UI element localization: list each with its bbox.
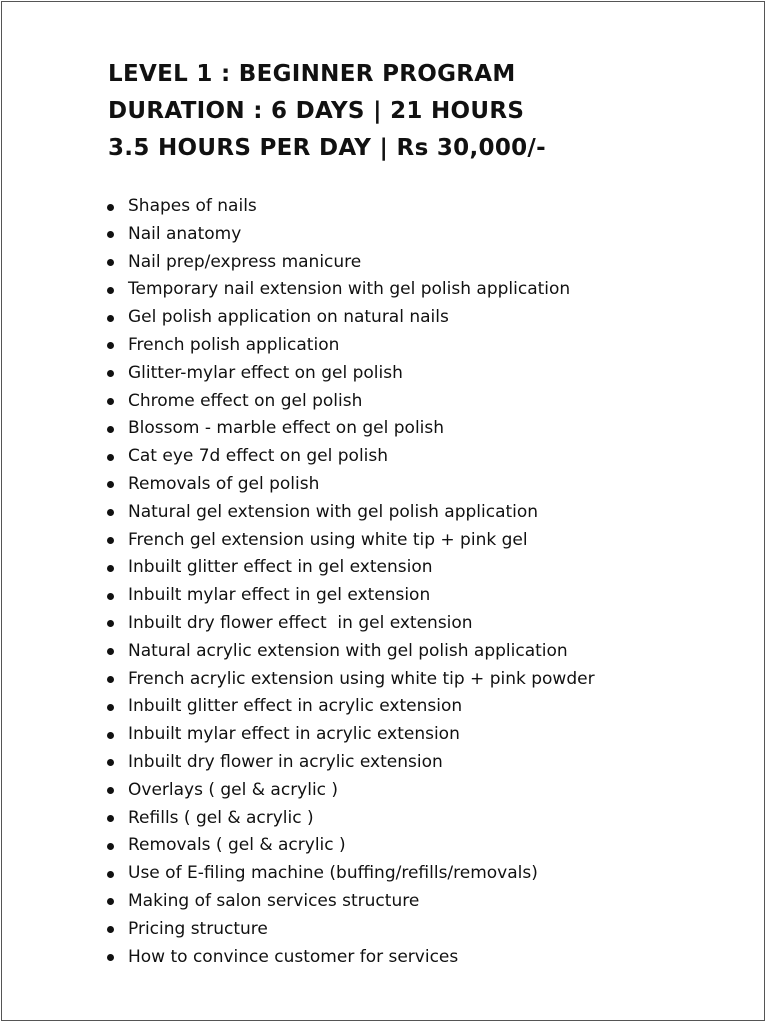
list-item-text: Removals of gel polish bbox=[128, 473, 320, 494]
bullet-icon bbox=[107, 537, 114, 544]
list-item bbox=[106, 638, 595, 666]
list-item bbox=[106, 832, 595, 860]
list-item-text: Nail anatomy bbox=[128, 223, 242, 244]
list-item-text: Inbuilt glitter effect in gel extension bbox=[128, 557, 433, 578]
list-item-text: Inbuilt dry flower in acrylic extension bbox=[128, 751, 443, 772]
list-item-text: Natural acrylic extension with gel polish application bbox=[128, 640, 568, 661]
bullet-icon bbox=[107, 926, 114, 933]
list-item bbox=[106, 860, 595, 888]
list-item-text: Shapes of nails bbox=[128, 196, 257, 216]
list-item bbox=[106, 666, 595, 694]
list-item-text: Glitter-mylar effect on gel polish bbox=[128, 362, 403, 383]
list-item bbox=[106, 693, 595, 721]
bullet-icon bbox=[107, 593, 114, 600]
list-item bbox=[106, 249, 595, 277]
list-item bbox=[106, 721, 595, 749]
list-item-text: French polish application bbox=[128, 334, 340, 355]
list-item-text: Removals ( gel & acrylic ) bbox=[128, 835, 346, 856]
program-hours-and-price: 3.5 HOURS PER DAY | Rs 30,000/- bbox=[108, 135, 546, 161]
list-item-text: Blossom - marble effect on gel polish bbox=[128, 418, 445, 439]
bullet-icon bbox=[107, 704, 114, 711]
bullet-icon bbox=[107, 398, 114, 405]
bullet-icon bbox=[107, 315, 114, 322]
list-item-text: French gel extension using white tip + pink gel bbox=[128, 529, 528, 550]
bullet-icon bbox=[107, 204, 114, 211]
list-item-text: Use of E-filing machine (buffing/refills/removals) bbox=[128, 863, 538, 884]
list-item bbox=[106, 304, 595, 332]
list-item-text: Refills ( gel & acrylic ) bbox=[128, 807, 314, 828]
list-item bbox=[106, 193, 595, 221]
bullet-icon bbox=[107, 231, 114, 238]
list-item-text: French acrylic extension using white tip + pink powder bbox=[128, 668, 595, 689]
list-item-text: How to convince customer for services bbox=[128, 946, 459, 967]
list-item bbox=[106, 471, 595, 499]
bullet-icon bbox=[107, 676, 114, 683]
list-item bbox=[106, 221, 595, 249]
list-item-text: Overlays ( gel & acrylic ) bbox=[128, 779, 339, 800]
bullet-icon bbox=[107, 732, 114, 739]
list-item-text: Temporary nail extension with gel polish application bbox=[128, 279, 571, 300]
bullet-icon bbox=[107, 565, 114, 572]
bullet-icon bbox=[107, 509, 114, 516]
list-item bbox=[106, 388, 595, 416]
list-item-text: Cat eye 7d effect on gel polish bbox=[128, 446, 389, 467]
list-item bbox=[106, 499, 595, 527]
list-item-text: Gel polish application on natural nails bbox=[128, 307, 449, 328]
list-item-text: Inbuilt mylar effect in gel extension bbox=[128, 585, 431, 606]
bullet-icon bbox=[107, 481, 114, 488]
program-level-title: LEVEL 1 : BEGINNER PROGRAM bbox=[108, 61, 516, 87]
bullet-icon bbox=[107, 843, 114, 850]
list-item bbox=[106, 443, 595, 471]
bullet-icon bbox=[107, 759, 114, 766]
list-item bbox=[106, 805, 595, 833]
list-item bbox=[106, 582, 595, 610]
list-item-text: Pricing structure bbox=[128, 918, 268, 939]
bullet-icon bbox=[107, 815, 114, 822]
list-item-text: Natural gel extension with gel polish application bbox=[128, 501, 539, 522]
bullet-icon bbox=[107, 898, 114, 905]
program-duration: DURATION : 6 DAYS | 21 HOURS bbox=[108, 98, 525, 124]
bullet-icon bbox=[107, 426, 114, 433]
list-item-text: Inbuilt dry flower effect in gel extension bbox=[128, 612, 473, 633]
bullet-icon bbox=[107, 871, 114, 878]
list-item bbox=[106, 916, 595, 944]
list-item-text: Making of salon services structure bbox=[128, 890, 420, 911]
list-item-text: Nail prep/express manicure bbox=[128, 251, 362, 272]
list-item-text: Chrome effect on gel polish bbox=[128, 390, 363, 411]
list-item bbox=[106, 527, 595, 555]
list-item bbox=[106, 276, 595, 304]
bullet-icon bbox=[107, 342, 114, 349]
list-item bbox=[106, 777, 595, 805]
list-item-text: Inbuilt glitter effect in acrylic extension bbox=[128, 696, 463, 717]
list-item bbox=[106, 944, 595, 972]
bullet-icon bbox=[107, 287, 114, 294]
bullet-icon bbox=[107, 648, 114, 655]
list-item bbox=[106, 749, 595, 777]
bullet-icon bbox=[107, 454, 114, 461]
list-item bbox=[106, 360, 595, 388]
list-item bbox=[106, 610, 595, 638]
bullet-icon bbox=[107, 787, 114, 794]
list-item-text: Inbuilt mylar effect in acrylic extension bbox=[128, 724, 460, 745]
bullet-icon bbox=[107, 370, 114, 377]
list-item bbox=[106, 415, 595, 443]
list-item bbox=[106, 888, 595, 916]
program-header bbox=[108, 56, 546, 167]
list-item bbox=[106, 554, 595, 582]
list-item bbox=[106, 332, 595, 360]
bullet-icon bbox=[107, 954, 114, 961]
bullet-icon bbox=[107, 259, 114, 266]
bullet-icon bbox=[107, 620, 114, 627]
curriculum-list bbox=[106, 193, 595, 971]
